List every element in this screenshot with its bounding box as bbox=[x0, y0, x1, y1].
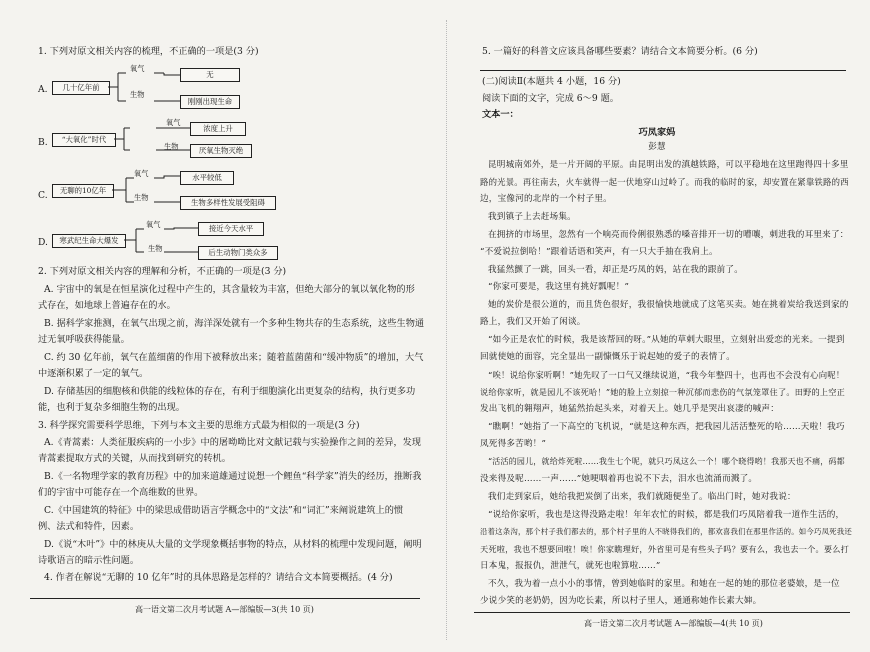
q4-stem: 4. 作者在解说“无聊的 10 亿年”时的具体思路是怎样的？请结合文本简要概括。(4 分) bbox=[44, 572, 393, 583]
footer-rule bbox=[30, 598, 420, 599]
q3-line: 例、法式和特件，因素。 bbox=[38, 521, 140, 532]
page-footer: 高一语文第二次月考试题 A—部编版—4(共 10 页) bbox=[584, 619, 763, 628]
story-line: 不久，我为着一点小小的事情，曾到她临时的家里。和她在一起的她的那位老婆娘，是一位 bbox=[488, 579, 840, 589]
page-footer: 高一语文第二次月考试题 A—部编版—3(共 10 页) bbox=[135, 605, 314, 614]
story-line: 昆明城南郊外，是一片开阔的平原。由昆明出发的滇越铁路，可以平稳地在这里跑得四十多里 bbox=[488, 160, 849, 170]
story-author: 彭慧 bbox=[648, 142, 666, 152]
diagram-leaf-bottom: 后生动物门类众多 bbox=[198, 246, 278, 260]
story-line: “如今正是农忙的时候，我是该帮回的呀。”从她的草剌大眼里，立刻射出爱恋的光来。一提到 bbox=[488, 335, 845, 345]
story-line: 我猛然颤了一跳，回头一看，却正是巧凤的妈，站在我的跟前了。 bbox=[488, 265, 744, 275]
branch-label-oxygen: 氧气 bbox=[130, 64, 145, 73]
q3-line: A.《青蒿素：人类征服疾病的一小步》中的屠呦呦比对文献记载与实验操作之间的差异，发现 bbox=[44, 437, 422, 448]
q2-line: B. 据科学家推测，在氧气出现之前，海洋深处就有一个多种生物共存的生态系统，这些生物通 bbox=[44, 318, 425, 329]
left-page bbox=[30, 0, 430, 652]
footer-rule bbox=[474, 612, 850, 613]
story-line: 路上，我们又开始了闲谈。 bbox=[480, 317, 586, 327]
q2-line: D. 存储基因的细胞核和供能的线粒体的存在，有利于细胞演化出更复杂的结构，执行更多功 bbox=[44, 386, 416, 397]
branch-label-oxygen: 氧气 bbox=[146, 220, 161, 229]
story-line: 路的光景。再往南去，火车就得一起一伏地穿山过岭了。而我的临时的家，却安置在紧靠铁路的西 bbox=[480, 177, 849, 187]
option-letter: B. bbox=[38, 137, 48, 148]
story-line: 在拥挤的市场里，忽然有一个响亮而伶俐很熟悉的嗓音排开一切的嘈嚷，刺进我的耳里来了： bbox=[488, 230, 849, 240]
q3-line: B.《一名物理学家的教育历程》中的加来道雄通过说想一个鲤鱼“科学家”消失的经历，推断我 bbox=[44, 471, 422, 482]
diagram-leaf-bottom: 刚刚出现生命 bbox=[180, 95, 240, 109]
story-line: 她的炭价是很公道的，而且货色很好，我很愉快地就成了这笔买卖。她在挑着炭给我送到家的 bbox=[488, 300, 849, 310]
branch-label-oxygen: 氧气 bbox=[166, 118, 181, 127]
section-heading: (二)阅读Ⅱ(本题共 4 小题，16 分) bbox=[482, 76, 621, 87]
story-line: “说给你家听，我也是这得没路走啦！年年农忙的时候，都是我们巧凤陪着我一道作生活的， bbox=[488, 510, 845, 520]
q2-line: 过无氧呼吸获得能量。 bbox=[38, 334, 130, 345]
text-label: 文本一： bbox=[482, 109, 519, 120]
story-line: “你家可要是，我这里有挑好瓢呢！” bbox=[488, 282, 630, 292]
story-line: 我到镇子上去赶场集。 bbox=[488, 212, 576, 222]
q3-line: 们的宇宙中可能存在一个高维数的世界。 bbox=[38, 487, 204, 498]
branch-label-life: 生物 bbox=[130, 90, 145, 99]
story-line: “瞧啊！”她指了一下高空的飞机说，“就是这种东西，把我园儿活活整死的哈……天啦！我巧 bbox=[488, 422, 845, 432]
story-line: 回就使她的面容，完全显出一副慷慨乐于说起她的爱子的表情了。 bbox=[480, 352, 736, 362]
diagram-leaf-top: 浓度上升 bbox=[190, 122, 246, 136]
story-line: 沿着这条沟，那个村子我们都去的，那个村子里的人不晓得我们的，都欢喜我们在那里作活的。如今巧凤死我还 bbox=[480, 527, 852, 536]
page-fold bbox=[446, 20, 447, 640]
diagram-root: 几十亿年前 bbox=[52, 81, 110, 95]
diagram-leaf-top: 接近今天水平 bbox=[198, 222, 264, 236]
story-line: “唉！说给你家听啊！”她先叹了一口气又继续说道，“我今年整四十，也再也不会没有心向呢！ bbox=[488, 370, 845, 380]
q5-stem: 5. 一篇好的科普文应该具备哪些要素？请结合文本简要分析。(6 分) bbox=[482, 46, 758, 57]
q3-stem: 3. 科学探究需要科学思维，下列与本文主要的思维方式最为相似的一项是(3 分) bbox=[38, 420, 360, 431]
q3-line: 诗歌语言的暗示性问题。 bbox=[38, 555, 140, 566]
diagram-root: “大氧化”时代 bbox=[52, 133, 116, 147]
q2-stem: 2. 下列对原文相关内容的理解和分析，不正确的一项是(3 分) bbox=[38, 266, 287, 277]
q2-line: A. 宇宙中的氧是在恒星演化过程中产生的，其含量较为丰富，但绝大部分的氧以氧化物的形 bbox=[44, 284, 415, 295]
q2-line: 能，也利于复杂多细胞生物的出现。 bbox=[38, 402, 185, 413]
diagram-leaf-top: 无 bbox=[180, 68, 240, 82]
story-title: 巧凤家妈 bbox=[638, 127, 676, 138]
story-line: “不爱说拉倒哈！”跟着话语和笑声，有一只大手抽在我肩上。 bbox=[480, 247, 718, 257]
branch-label-oxygen: 氧气 bbox=[134, 169, 149, 178]
right-page bbox=[474, 0, 854, 652]
diagram-leaf-bottom: 厌氧生物灭绝 bbox=[190, 144, 252, 158]
q3-line: D.《说“木叶”》中的林庚从大量的文学现象概括事物的特点，从材料的梳理中发现问题，阐明 bbox=[44, 539, 422, 550]
q2-line: 式存在，如地球上普遍存在的水。 bbox=[38, 300, 176, 311]
story-line: 少说少笑的老奶奶，因为吃长素，所以村子里人，通通称她作长素大婶。 bbox=[480, 596, 762, 606]
story-line: 我们走到家后，她给我把炭倒了出来，我们就随便坐了。临出门时，她对我说： bbox=[488, 492, 796, 502]
q2-line: C. 约 30 亿年前，氧气在蓝细菌的作用下被释放出来；随着蓝菌菌和“缓冲物质”的增加，大气 bbox=[44, 352, 424, 363]
story-line: 边，宝像河的北岸的一个村子里。 bbox=[480, 194, 612, 204]
option-letter: A. bbox=[38, 84, 48, 95]
q1-stem: 1. 下列对原文相关内容的梳理，不正确的一项是(3 分) bbox=[38, 46, 259, 57]
q3-line: 青蒿素提取方式的关键，从而找到研究的转机。 bbox=[38, 453, 231, 464]
story-line: 日本鬼，报报仇，泄泄气，就死也啦算啦……” bbox=[480, 561, 661, 571]
branch-label-life: 生物 bbox=[134, 193, 149, 202]
q2-line: 中逐渐积累了一定的氧气。 bbox=[38, 368, 149, 379]
section-rule bbox=[480, 70, 846, 71]
q3-line: C.《中国建筑的特征》中的梁思成借助语言学概念中的“文法”和“词汇”来阐说建筑上的惯 bbox=[44, 505, 404, 516]
branch-label-life: 生物 bbox=[148, 244, 163, 253]
diagram-leaf-top: 水平较低 bbox=[180, 171, 234, 185]
branch-label-life: 生物 bbox=[164, 142, 179, 151]
story-line: “活活的园儿，就给炸死啦……我生七个呢，就只巧凤这么一个！哪个晓得哟！我那天也不痛，码都 bbox=[488, 457, 845, 466]
diagram-root: 寒武纪生命大爆发 bbox=[52, 234, 126, 248]
story-line: 天死啦，我也不想要回啦！唉！你家瞧理好，外省里可是有些头子吗？要有么，我也去一个。要么打 bbox=[480, 544, 850, 554]
section-instruction: 阅读下面的文字，完成 6～9 题。 bbox=[482, 93, 619, 104]
diagram-root: 无聊的10亿年 bbox=[52, 184, 114, 198]
diagram-leaf-bottom: 生物多样性发展受阻碍 bbox=[180, 196, 276, 210]
story-line: 没来得及呢……一声……”她哽咽着再也说不下去，泪水也流涌而溅了。 bbox=[480, 474, 758, 484]
option-letter: D. bbox=[38, 237, 48, 248]
story-line: 凤死得多苦哟！” bbox=[480, 439, 547, 449]
story-line: 说给你家听，就是园儿不该死哈！”她的脸上立刻掠一种沉郁而悲伤的气氛笼罩住了。田野的上空正 bbox=[480, 387, 846, 397]
story-line: 发出飞机的翱翔声，她猛然抬起头来，对着天上。她几乎是哭出哀凄的喊声： bbox=[480, 404, 779, 414]
option-letter: C. bbox=[38, 190, 48, 201]
